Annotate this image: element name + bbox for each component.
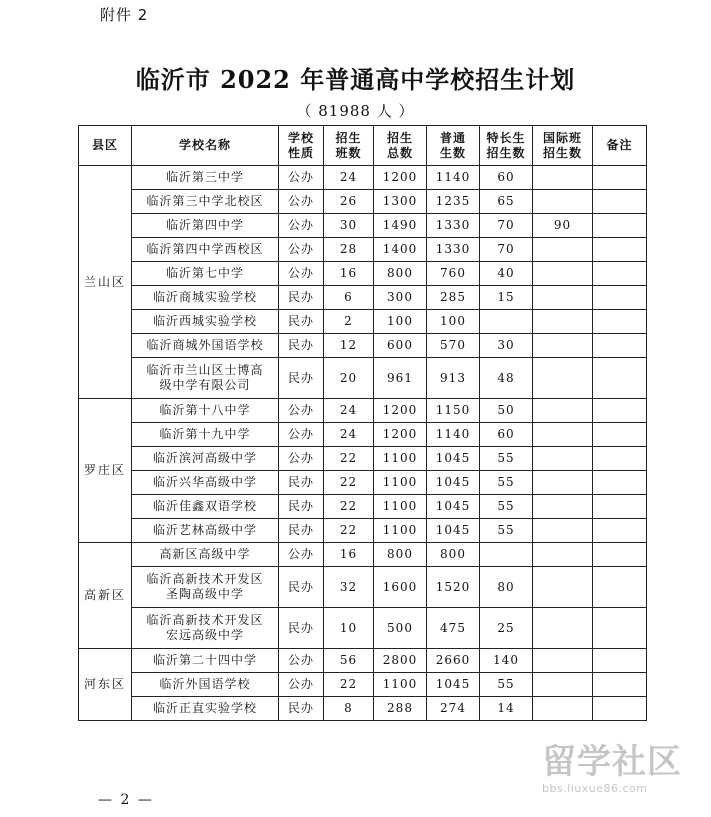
table-body	[79, 166, 647, 721]
international-students-cell	[533, 423, 593, 447]
district-cell: 河东区	[79, 649, 132, 721]
table-row	[79, 673, 647, 697]
school-type-cell: 民办	[279, 519, 324, 543]
table-row	[79, 567, 647, 608]
international-students-cell	[533, 519, 593, 543]
class-count-cell: 6	[324, 286, 374, 310]
total-enroll-cell: 1200	[374, 166, 427, 190]
total-enroll-cell: 1300	[374, 190, 427, 214]
class-count-cell: 22	[324, 471, 374, 495]
school-type-cell: 公办	[279, 543, 324, 567]
total-enroll-cell: 1100	[374, 447, 427, 471]
class-count-cell: 56	[324, 649, 374, 673]
remarks-cell	[593, 471, 647, 495]
specialty-students-cell: 60	[480, 166, 533, 190]
district-cell: 罗庄区	[79, 399, 132, 543]
class-count-cell: 12	[324, 334, 374, 358]
school-name-cell: 临沂高新技术开发区 宏远高级中学	[132, 608, 279, 649]
regular-students-cell: 1140	[427, 423, 480, 447]
total-enroll-cell: 800	[374, 543, 427, 567]
remarks-cell	[593, 447, 647, 471]
school-name-cell: 临沂第四中学	[132, 214, 279, 238]
international-students-cell	[533, 649, 593, 673]
total-enroll-cell: 1200	[374, 423, 427, 447]
specialty-students-cell: 55	[480, 471, 533, 495]
specialty-students-cell: 40	[480, 262, 533, 286]
total-enroll-cell: 961	[374, 358, 427, 399]
header-class-count: 招生 班数	[324, 126, 374, 166]
school-type-cell: 公办	[279, 214, 324, 238]
school-type-cell: 民办	[279, 310, 324, 334]
school-type-cell: 民办	[279, 608, 324, 649]
table-row	[79, 310, 647, 334]
header-remarks: 备注	[593, 126, 647, 166]
regular-students-cell: 285	[427, 286, 480, 310]
international-students-cell	[533, 166, 593, 190]
watermark-url: bbs.liuxue86.com	[542, 782, 648, 795]
international-students-cell	[533, 495, 593, 519]
table-row	[79, 608, 647, 649]
table-row	[79, 649, 647, 673]
watermark	[542, 742, 692, 804]
remarks-cell	[593, 567, 647, 608]
district-cell: 高新区	[79, 543, 132, 649]
school-type-cell: 公办	[279, 649, 324, 673]
school-type-cell: 公办	[279, 399, 324, 423]
school-name-cell: 临沂市兰山区士博高 级中学有限公司	[132, 358, 279, 399]
school-name-cell: 临沂正直实验学校	[132, 697, 279, 721]
school-name-cell: 临沂商城外国语学校	[132, 334, 279, 358]
header-regular-students: 普通 生数	[427, 126, 480, 166]
remarks-cell	[593, 166, 647, 190]
class-count-cell: 28	[324, 238, 374, 262]
remarks-cell	[593, 495, 647, 519]
specialty-students-cell: 14	[480, 697, 533, 721]
school-type-cell: 民办	[279, 358, 324, 399]
school-type-cell: 公办	[279, 423, 324, 447]
remarks-cell	[593, 334, 647, 358]
class-count-cell: 16	[324, 262, 374, 286]
total-enroll-cell: 1400	[374, 238, 427, 262]
table-row	[79, 697, 647, 721]
class-count-cell: 16	[324, 543, 374, 567]
school-name-cell: 临沂佳鑫双语学校	[132, 495, 279, 519]
total-enroll-cell: 1490	[374, 214, 427, 238]
remarks-cell	[593, 262, 647, 286]
school-name-cell: 临沂第三中学	[132, 166, 279, 190]
table-header-row	[79, 126, 647, 166]
regular-students-cell: 1045	[427, 519, 480, 543]
total-enroll-cell: 600	[374, 334, 427, 358]
school-type-cell: 民办	[279, 471, 324, 495]
specialty-students-cell: 80	[480, 567, 533, 608]
regular-students-cell: 274	[427, 697, 480, 721]
school-name-cell: 高新区高级中学	[132, 543, 279, 567]
regular-students-cell: 2660	[427, 649, 480, 673]
specialty-students-cell: 30	[480, 334, 533, 358]
school-type-cell: 公办	[279, 673, 324, 697]
remarks-cell	[593, 608, 647, 649]
specialty-students-cell: 70	[480, 214, 533, 238]
school-name-cell: 临沂第十八中学	[132, 399, 279, 423]
school-name-cell: 临沂西城实验学校	[132, 310, 279, 334]
table-row	[79, 471, 647, 495]
page-title: 临沂市 2022 年普通高中学校招生计划	[135, 65, 576, 94]
specialty-students-cell: 70	[480, 238, 533, 262]
total-enroll-cell: 1100	[374, 673, 427, 697]
school-type-cell: 公办	[279, 238, 324, 262]
table-row	[79, 519, 647, 543]
class-count-cell: 24	[324, 399, 374, 423]
table-row	[79, 238, 647, 262]
specialty-students-cell	[480, 310, 533, 334]
class-count-cell: 2	[324, 310, 374, 334]
table-row	[79, 423, 647, 447]
watermark-text: 留学社区	[542, 742, 682, 782]
regular-students-cell: 475	[427, 608, 480, 649]
table-row	[79, 262, 647, 286]
international-students-cell	[533, 262, 593, 286]
school-name-cell: 临沂高新技术开发区 圣陶高级中学	[132, 567, 279, 608]
total-enroll-cell: 1100	[374, 471, 427, 495]
specialty-students-cell: 140	[480, 649, 533, 673]
table-row	[79, 495, 647, 519]
regular-students-cell: 1235	[427, 190, 480, 214]
school-name-cell: 临沂艺林高级中学	[132, 519, 279, 543]
regular-students-cell: 1330	[427, 214, 480, 238]
attachment-label: 附件 2	[100, 6, 149, 24]
specialty-students-cell: 15	[480, 286, 533, 310]
international-students-cell	[533, 471, 593, 495]
total-enroll-cell: 1100	[374, 495, 427, 519]
school-name-cell: 临沂第十九中学	[132, 423, 279, 447]
remarks-cell	[593, 423, 647, 447]
class-count-cell: 22	[324, 447, 374, 471]
table-row	[79, 334, 647, 358]
total-enroll-cell: 1600	[374, 567, 427, 608]
header-school-name: 学校名称	[132, 126, 279, 166]
international-students-cell	[533, 673, 593, 697]
header-total-enroll: 招生 总数	[374, 126, 427, 166]
school-type-cell: 公办	[279, 447, 324, 471]
total-enroll-cell: 1100	[374, 519, 427, 543]
district-cell: 兰山区	[79, 166, 132, 399]
school-type-cell: 民办	[279, 286, 324, 310]
international-students-cell	[533, 543, 593, 567]
remarks-cell	[593, 238, 647, 262]
specialty-students-cell: 50	[480, 399, 533, 423]
header-international-students: 国际班 招生数	[533, 126, 593, 166]
class-count-cell: 20	[324, 358, 374, 399]
regular-students-cell: 100	[427, 310, 480, 334]
international-students-cell	[533, 697, 593, 721]
header-school-type: 学校 性质	[279, 126, 324, 166]
school-type-cell: 公办	[279, 190, 324, 214]
specialty-students-cell: 55	[480, 519, 533, 543]
table-row	[79, 214, 647, 238]
table-row	[79, 358, 647, 399]
regular-students-cell: 1045	[427, 495, 480, 519]
specialty-students-cell: 60	[480, 423, 533, 447]
table-row	[79, 399, 647, 423]
regular-students-cell: 800	[427, 543, 480, 567]
remarks-cell	[593, 543, 647, 567]
specialty-students-cell: 65	[480, 190, 533, 214]
header-specialty-students: 特长生 招生数	[480, 126, 533, 166]
total-enroll-cell: 2800	[374, 649, 427, 673]
table-row	[79, 543, 647, 567]
international-students-cell	[533, 608, 593, 649]
regular-students-cell: 760	[427, 262, 480, 286]
remarks-cell	[593, 649, 647, 673]
remarks-cell	[593, 673, 647, 697]
regular-students-cell: 1520	[427, 567, 480, 608]
regular-students-cell: 1045	[427, 447, 480, 471]
total-enroll-cell: 100	[374, 310, 427, 334]
header-district: 县区	[79, 126, 132, 166]
international-students-cell	[533, 358, 593, 399]
international-students-cell	[533, 310, 593, 334]
specialty-students-cell: 48	[480, 358, 533, 399]
regular-students-cell: 570	[427, 334, 480, 358]
remarks-cell	[593, 399, 647, 423]
total-enroll-cell: 1200	[374, 399, 427, 423]
international-students-cell	[533, 567, 593, 608]
class-count-cell: 32	[324, 567, 374, 608]
international-students-cell	[533, 286, 593, 310]
specialty-students-cell: 55	[480, 495, 533, 519]
international-students-cell	[533, 447, 593, 471]
total-count: （ 81988 人 ）	[296, 102, 415, 120]
class-count-cell: 30	[324, 214, 374, 238]
total-enroll-cell: 500	[374, 608, 427, 649]
school-name-cell: 临沂外国语学校	[132, 673, 279, 697]
regular-students-cell: 913	[427, 358, 480, 399]
school-name-cell: 临沂第三中学北校区	[132, 190, 279, 214]
remarks-cell	[593, 214, 647, 238]
regular-students-cell: 1330	[427, 238, 480, 262]
specialty-students-cell: 55	[480, 447, 533, 471]
specialty-students-cell: 55	[480, 673, 533, 697]
enrollment-table	[78, 125, 647, 721]
remarks-cell	[593, 310, 647, 334]
page-number: — 2 —	[98, 792, 154, 808]
table-row	[79, 447, 647, 471]
school-name-cell: 临沂第七中学	[132, 262, 279, 286]
class-count-cell: 24	[324, 423, 374, 447]
total-enroll-cell: 300	[374, 286, 427, 310]
remarks-cell	[593, 358, 647, 399]
international-students-cell	[533, 238, 593, 262]
school-name-cell: 临沂商城实验学校	[132, 286, 279, 310]
school-type-cell: 公办	[279, 262, 324, 286]
remarks-cell	[593, 519, 647, 543]
school-type-cell: 民办	[279, 697, 324, 721]
school-type-cell: 民办	[279, 495, 324, 519]
regular-students-cell: 1045	[427, 471, 480, 495]
specialty-students-cell	[480, 543, 533, 567]
class-count-cell: 26	[324, 190, 374, 214]
remarks-cell	[593, 697, 647, 721]
school-name-cell: 临沂兴华高级中学	[132, 471, 279, 495]
class-count-cell: 24	[324, 166, 374, 190]
table-row	[79, 286, 647, 310]
school-type-cell: 公办	[279, 166, 324, 190]
school-type-cell: 民办	[279, 334, 324, 358]
class-count-cell: 22	[324, 673, 374, 697]
class-count-cell: 22	[324, 519, 374, 543]
class-count-cell: 8	[324, 697, 374, 721]
international-students-cell: 90	[533, 214, 593, 238]
international-students-cell	[533, 399, 593, 423]
table-row	[79, 166, 647, 190]
table-row	[79, 190, 647, 214]
class-count-cell: 22	[324, 495, 374, 519]
regular-students-cell: 1140	[427, 166, 480, 190]
specialty-students-cell: 25	[480, 608, 533, 649]
total-enroll-cell: 288	[374, 697, 427, 721]
total-enroll-cell: 800	[374, 262, 427, 286]
class-count-cell: 10	[324, 608, 374, 649]
regular-students-cell: 1045	[427, 673, 480, 697]
school-name-cell: 临沂第二十四中学	[132, 649, 279, 673]
school-name-cell: 临沂第四中学西校区	[132, 238, 279, 262]
international-students-cell	[533, 190, 593, 214]
school-type-cell: 民办	[279, 567, 324, 608]
remarks-cell	[593, 190, 647, 214]
school-name-cell: 临沂滨河高级中学	[132, 447, 279, 471]
remarks-cell	[593, 286, 647, 310]
regular-students-cell: 1150	[427, 399, 480, 423]
international-students-cell	[533, 334, 593, 358]
